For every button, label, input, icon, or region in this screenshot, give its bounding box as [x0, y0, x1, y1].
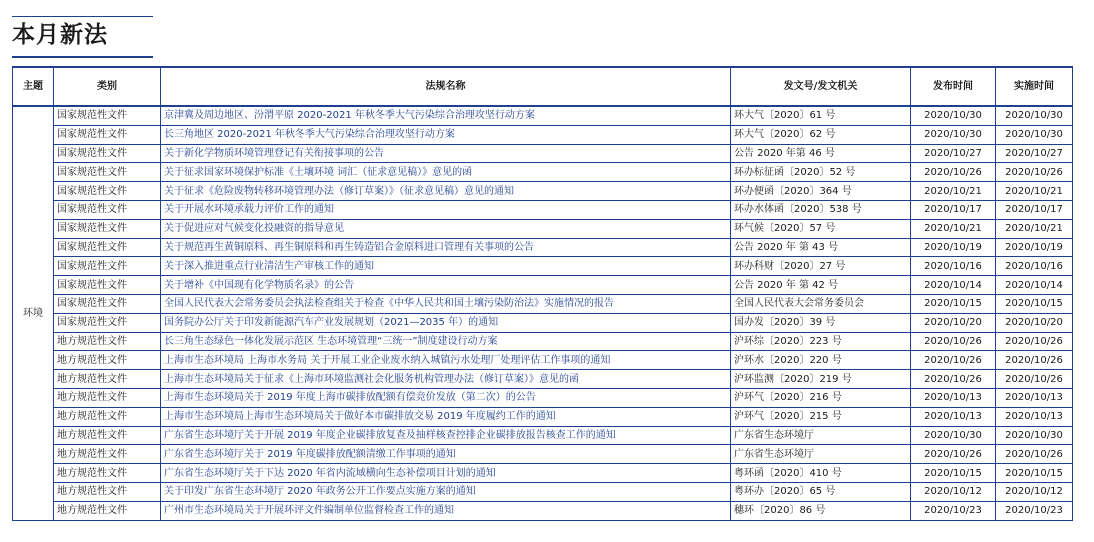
doc-number-cell: 公告 2020 年第 46 号: [731, 144, 911, 163]
doc-number-cell: 国办发〔2020〕39 号: [731, 313, 911, 332]
law-name-link[interactable]: 广东省生态环境厅关于下达 2020 年省内流域横向生态补偿项目计划的通知: [161, 464, 731, 483]
law-name-link[interactable]: 长三角生态绿色一体化发展示范区 生态环境管理“三统一”制度建设行动方案: [161, 332, 731, 351]
table-row: [13, 238, 1073, 257]
category-cell: 国家规范性文件: [54, 106, 161, 125]
effective-date-cell: 2020/10/26: [996, 163, 1073, 182]
effective-date-cell: 2020/10/12: [996, 482, 1073, 501]
table-row: [13, 351, 1073, 370]
effective-date-cell: 2020/10/17: [996, 200, 1073, 219]
header-law-name: 法规名称: [161, 67, 731, 106]
effective-date-cell: 2020/10/26: [996, 370, 1073, 389]
category-cell: 地方规范性文件: [54, 501, 161, 520]
category-cell: 地方规范性文件: [54, 445, 161, 464]
page-title-block: [12, 14, 153, 58]
doc-number-cell: 穗环〔2020〕86 号: [731, 501, 911, 520]
page-title: 本月新法: [12, 22, 108, 48]
table-row: [13, 464, 1073, 483]
table-header: [13, 67, 1073, 106]
publish-date-cell: 2020/10/20: [911, 313, 996, 332]
doc-number-cell: 粤环函〔2020〕410 号: [731, 464, 911, 483]
effective-date-cell: 2020/10/13: [996, 407, 1073, 426]
publish-date-cell: 2020/10/26: [911, 163, 996, 182]
law-name-link[interactable]: 广东省生态环境厅关于 2019 年度碳排放配额清缴工作事项的通知: [161, 445, 731, 464]
category-cell: 地方规范性文件: [54, 482, 161, 501]
effective-date-cell: 2020/10/19: [996, 238, 1073, 257]
category-cell: 国家规范性文件: [54, 182, 161, 201]
table-row: [13, 163, 1073, 182]
doc-number-cell: 粤环办〔2020〕65 号: [731, 482, 911, 501]
category-cell: 地方规范性文件: [54, 332, 161, 351]
effective-date-cell: 2020/10/20: [996, 313, 1073, 332]
category-cell: 国家规范性文件: [54, 257, 161, 276]
new-laws-table: [12, 66, 1073, 521]
publish-date-cell: 2020/10/12: [911, 482, 996, 501]
effective-date-cell: 2020/10/21: [996, 182, 1073, 201]
effective-date-cell: 2020/10/30: [996, 426, 1073, 445]
category-cell: 国家规范性文件: [54, 144, 161, 163]
table-row: [13, 200, 1073, 219]
table-row: [13, 276, 1073, 295]
table-row: [13, 445, 1073, 464]
effective-date-cell: 2020/10/23: [996, 501, 1073, 520]
table-row: [13, 388, 1073, 407]
table-row: [13, 426, 1073, 445]
law-name-link[interactable]: 关于征求《危险废物转移环境管理办法（修订草案）》（征求意见稿）意见的通知: [161, 182, 731, 201]
table-row: [13, 125, 1073, 144]
publish-date-cell: 2020/10/30: [911, 106, 996, 125]
law-name-link[interactable]: 上海市生态环境局上海市生态环境局关于做好本市碳排放交易 2019 年度履约工作的通知: [161, 407, 731, 426]
law-name-link[interactable]: 关于深入推进重点行业清洁生产审核工作的通知: [161, 257, 731, 276]
doc-number-cell: 环办水体函〔2020〕538 号: [731, 200, 911, 219]
category-cell: 地方规范性文件: [54, 407, 161, 426]
law-name-link[interactable]: 关于征求国家环境保护标准《土壤环境 词汇（征求意见稿）》意见的函: [161, 163, 731, 182]
effective-date-cell: 2020/10/21: [996, 219, 1073, 238]
category-cell: 国家规范性文件: [54, 200, 161, 219]
law-name-link[interactable]: 上海市生态环境局关于征求《上海市环境监测社会化服务机构管理办法（修订草案）》意见的函: [161, 370, 731, 389]
publish-date-cell: 2020/10/30: [911, 125, 996, 144]
table-row: [13, 407, 1073, 426]
doc-number-cell: 环大气〔2020〕61 号: [731, 106, 911, 125]
law-name-link[interactable]: 长三角地区 2020-2021 年秋冬季大气污染综合治理攻坚行动方案: [161, 125, 731, 144]
doc-number-cell: 公告 2020 年 第 43 号: [731, 238, 911, 257]
publish-date-cell: 2020/10/16: [911, 257, 996, 276]
effective-date-cell: 2020/10/13: [996, 388, 1073, 407]
law-name-link[interactable]: 关于新化学物质环境管理登记有关衔接事项的公告: [161, 144, 731, 163]
doc-number-cell: 广东省生态环境厅: [731, 426, 911, 445]
category-cell: 国家规范性文件: [54, 276, 161, 295]
publish-date-cell: 2020/10/26: [911, 332, 996, 351]
doc-number-cell: 环办便函〔2020〕364 号: [731, 182, 911, 201]
header-publish-date: 发布时间: [911, 67, 996, 106]
publish-date-cell: 2020/10/21: [911, 219, 996, 238]
doc-number-cell: 环气候〔2020〕57 号: [731, 219, 911, 238]
law-name-link[interactable]: 上海市生态环境局 上海市水务局 关于开展工业企业废水纳入城镇污水处理厂处理评估工作事项的通知: [161, 351, 731, 370]
publish-date-cell: 2020/10/13: [911, 388, 996, 407]
doc-number-cell: 沪环水〔2020〕220 号: [731, 351, 911, 370]
category-cell: 地方规范性文件: [54, 388, 161, 407]
doc-number-cell: 沪环气〔2020〕216 号: [731, 388, 911, 407]
law-name-link[interactable]: 国务院办公厅关于印发新能源汽车产业发展规划（2021—2035 年）的通知: [161, 313, 731, 332]
law-name-link[interactable]: 关于促进应对气候变化投融资的指导意见: [161, 219, 731, 238]
doc-number-cell: 环办科财〔2020〕27 号: [731, 257, 911, 276]
category-cell: 国家规范性文件: [54, 219, 161, 238]
table-row: [13, 219, 1073, 238]
category-cell: 国家规范性文件: [54, 163, 161, 182]
effective-date-cell: 2020/10/14: [996, 276, 1073, 295]
table-row: [13, 257, 1073, 276]
header-topic: 主题: [13, 67, 54, 106]
table-row: [13, 106, 1073, 125]
doc-number-cell: 全国人民代表大会常务委员会: [731, 294, 911, 313]
publish-date-cell: 2020/10/14: [911, 276, 996, 295]
title-top-rule: [12, 16, 153, 17]
publish-date-cell: 2020/10/26: [911, 445, 996, 464]
effective-date-cell: 2020/10/26: [996, 445, 1073, 464]
doc-number-cell: 环办标征函〔2020〕52 号: [731, 163, 911, 182]
table-row: [13, 501, 1073, 520]
doc-number-cell: 沪环综〔2020〕223 号: [731, 332, 911, 351]
publish-date-cell: 2020/10/27: [911, 144, 996, 163]
category-cell: 地方规范性文件: [54, 464, 161, 483]
category-cell: 国家规范性文件: [54, 313, 161, 332]
header-row: [13, 67, 1073, 106]
publish-date-cell: 2020/10/26: [911, 351, 996, 370]
law-name-link[interactable]: 京津冀及周边地区、汾渭平原 2020-2021 年秋冬季大气污染综合治理攻坚行动方案: [161, 106, 731, 125]
table-row: [13, 332, 1073, 351]
law-name-link[interactable]: 上海市生态环境局关于 2019 年度上海市碳排放配额有偿竞价发放（第二次）的公告: [161, 388, 731, 407]
publish-date-cell: 2020/10/15: [911, 464, 996, 483]
publish-date-cell: 2020/10/23: [911, 501, 996, 520]
publish-date-cell: 2020/10/17: [911, 200, 996, 219]
doc-number-cell: 沪环气〔2020〕215 号: [731, 407, 911, 426]
category-cell: 国家规范性文件: [54, 125, 161, 144]
effective-date-cell: 2020/10/30: [996, 106, 1073, 125]
header-effective-date: 实施时间: [996, 67, 1073, 106]
publish-date-cell: 2020/10/21: [911, 182, 996, 201]
table-row: [13, 482, 1073, 501]
title-underline: [12, 56, 153, 58]
publish-date-cell: 2020/10/30: [911, 426, 996, 445]
publish-date-cell: 2020/10/13: [911, 407, 996, 426]
topic-cell: 环境: [13, 106, 54, 520]
law-name-link[interactable]: 关于开展水环境承载力评价工作的通知: [161, 200, 731, 219]
category-cell: 国家规范性文件: [54, 238, 161, 257]
law-name-link[interactable]: 关于规范再生黄铜原料、再生铜原料和再生铸造铝合金原料进口管理有关事项的公告: [161, 238, 731, 257]
effective-date-cell: 2020/10/15: [996, 294, 1073, 313]
law-name-link[interactable]: 广东省生态环境厅关于开展 2019 年度企业碳排放复查及抽样核查控排企业碳排放报告核查工作的通知: [161, 426, 731, 445]
publish-date-cell: 2020/10/19: [911, 238, 996, 257]
table-row: [13, 294, 1073, 313]
category-cell: 地方规范性文件: [54, 370, 161, 389]
doc-number-cell: 广东省生态环境厅: [731, 445, 911, 464]
law-name-link[interactable]: 广州市生态环境局关于开展环评文件编制单位监督检查工作的通知: [161, 501, 731, 520]
publish-date-cell: 2020/10/26: [911, 370, 996, 389]
header-doc-number: 发文号/发文机关: [731, 67, 911, 106]
category-cell: 地方规范性文件: [54, 351, 161, 370]
publish-date-cell: 2020/10/15: [911, 294, 996, 313]
effective-date-cell: 2020/10/26: [996, 351, 1073, 370]
table-body: [13, 106, 1073, 520]
effective-date-cell: 2020/10/27: [996, 144, 1073, 163]
header-category: 类别: [54, 67, 161, 106]
law-name-link[interactable]: 全国人民代表大会常务委员会执法检查组关于检查《中华人民共和国土壤污染防治法》实施情况的报告: [161, 294, 731, 313]
doc-number-cell: 沪环监测〔2020〕219 号: [731, 370, 911, 389]
table-row: [13, 144, 1073, 163]
doc-number-cell: 公告 2020 年 第 42 号: [731, 276, 911, 295]
doc-number-cell: 环大气〔2020〕62 号: [731, 125, 911, 144]
law-name-link[interactable]: 关于印发广东省生态环境厅 2020 年政务公开工作要点实施方案的通知: [161, 482, 731, 501]
category-cell: 国家规范性文件: [54, 294, 161, 313]
table-row: [13, 313, 1073, 332]
table-row: [13, 370, 1073, 389]
effective-date-cell: 2020/10/30: [996, 125, 1073, 144]
law-name-link[interactable]: 关于增补《中国现有化学物质名录》的公告: [161, 276, 731, 295]
table-row: [13, 182, 1073, 201]
category-cell: 地方规范性文件: [54, 426, 161, 445]
effective-date-cell: 2020/10/26: [996, 332, 1073, 351]
effective-date-cell: 2020/10/16: [996, 257, 1073, 276]
effective-date-cell: 2020/10/15: [996, 464, 1073, 483]
